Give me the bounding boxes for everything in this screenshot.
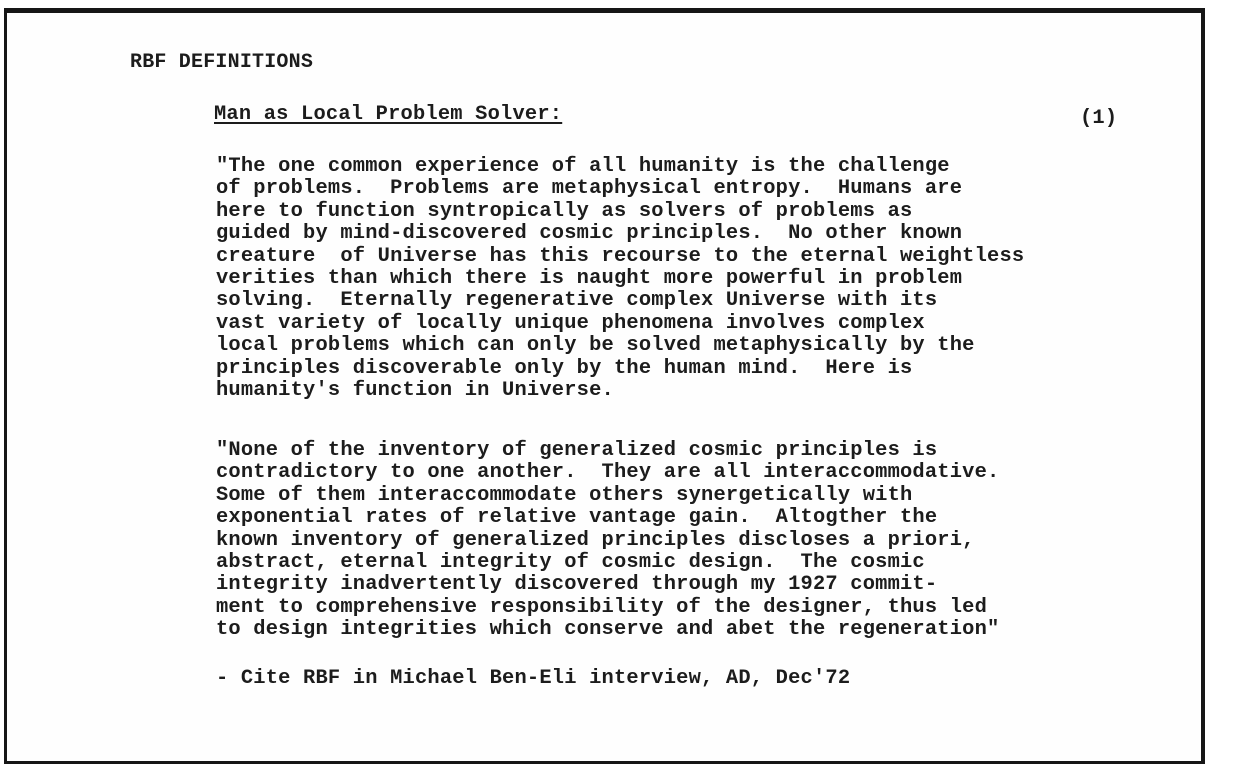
page-heading: RBF DEFINITIONS	[130, 51, 314, 74]
page-bottom-margin	[0, 764, 1233, 775]
quote-paragraph-1: "The one common experience of all humanity is the challenge of problems. Problems are metaphysical entropy. Humans are here to function syntropically as solvers of problems as guided by mind-discovered cosmic principles. No other known creature of Universe has this recourse to the eternal weightless verities than which there is naught more powerful in problem solving. Eternally regenerative complex Universe with its vast variety of locally unique phenomena involves complex local problems which can only be solved metaphysically by the principles discoverable only by the human mind. Here is humanity's function in Universe.	[216, 155, 1025, 403]
citation: - Cite RBF in Michael Ben-Eli interview, AD, Dec'72	[216, 667, 851, 690]
page-number: (1)	[1080, 107, 1118, 130]
section-title: Man as Local Problem Solver:	[214, 103, 563, 126]
quote-paragraph-2: "None of the inventory of generalized cosmic principles is contradictory to one another. They are all interaccommodative. Some of them interaccommodate others synergetically with exponential rates of relative vantage gain. Altogther the known inventory of generalized principles discloses a priori, abstract, eternal integrity of cosmic design. The cosmic integrity inadvertently discovered through my 1927 commit- ment to comprehensive responsibility of the designer, thus led to design integrities which conserve and abet the regeneration"	[216, 439, 1000, 642]
